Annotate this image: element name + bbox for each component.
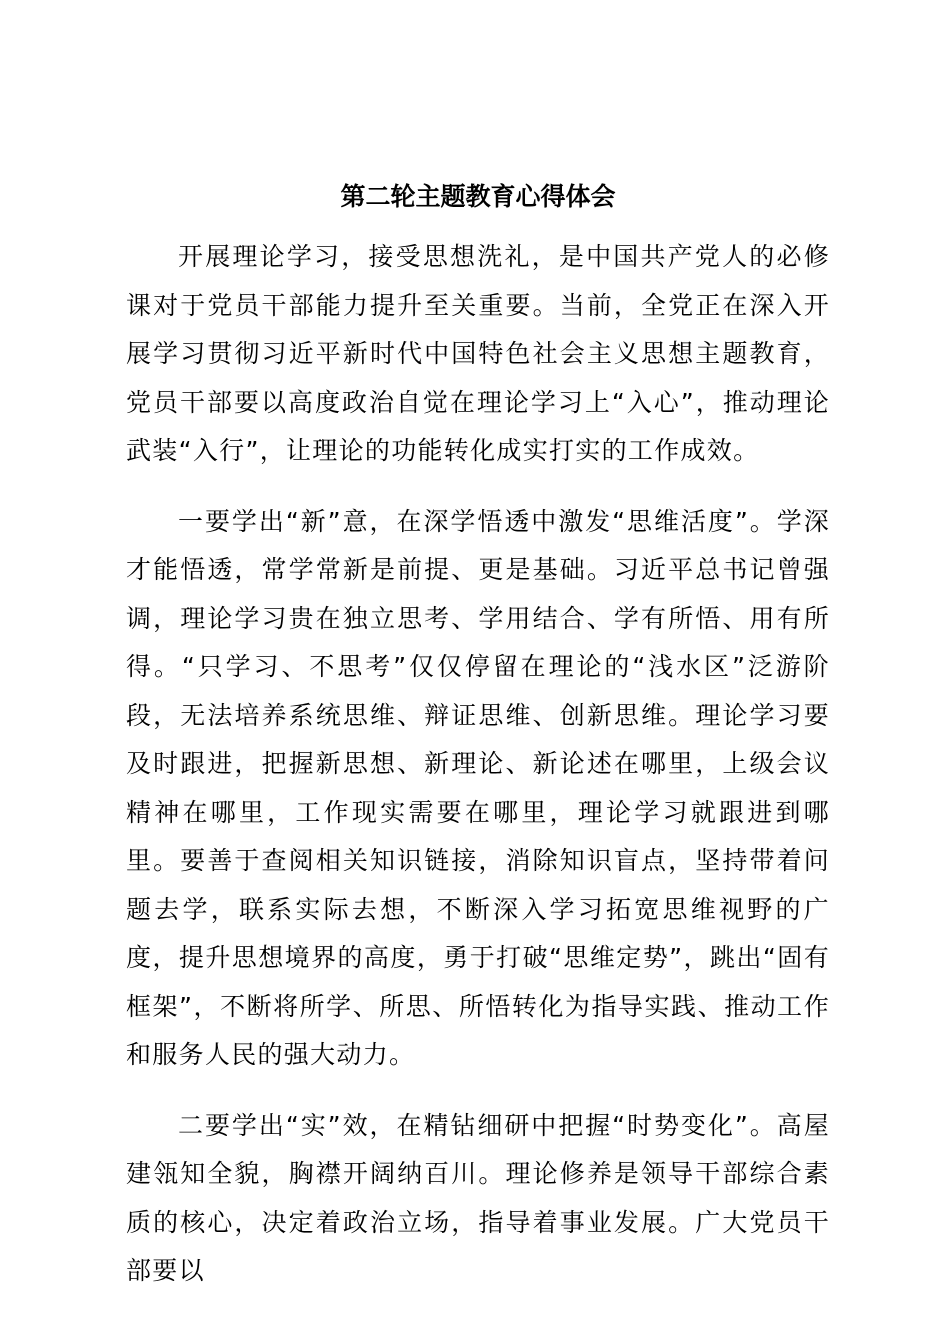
- paragraph-3: 二要学出“实”效，在精钻细研中把握“时势变化”。高屋建瓴知全貌，胸襟开阔纳百川。理论修养是领导干部综合素质的核心，决定着政治立场，指导着事业发展。广大党员干部要以: [126, 1110, 830, 1285]
- document-title: 第二轮主题教育心得体会: [340, 182, 616, 211]
- paragraph-2: 一要学出“新”意，在深学悟透中激发“思维活度”。学深才能悟透，常学常新是前提、更是基础。习近平总书记曾强调，理论学习贵在独立思考、学用结合、学有所悟、用有所得。“只学习、不思考”仅仅停留在理论的“浅水区”泛游阶段，无法培养系统思维、辩证思维、创新思维。理论学习要及时跟进，把握新思想、新理论、新论述在哪里，上级会议精神在哪里，工作现实需要在哪里，理论学习就跟进到哪里。要善于查阅相关知识链接，消除知识盲点，坚持带着问题去学，联系实际去想，不断深入学习拓宽思维视野的广度，提升思想境界的高度，勇于打破“思维定势”，跳出“固有框架”，不断将所学、所思、所悟转化为指导实践、推动工作和服务人民的强大动力。: [126, 506, 830, 1069]
- document-body: [126, 233, 830, 1296]
- paragraph-1: 开展理论学习，接受思想洗礼，是中国共产党人的必修课对于党员干部能力提升至关重要。当前，全党正在深入开展学习贯彻习近平新时代中国特色社会主义思想主题教育，党员干部要以高度政治自觉在理论学习上“入心”，推动理论武装“入行”，让理论的功能转化成实打实的工作成效。: [126, 242, 830, 465]
